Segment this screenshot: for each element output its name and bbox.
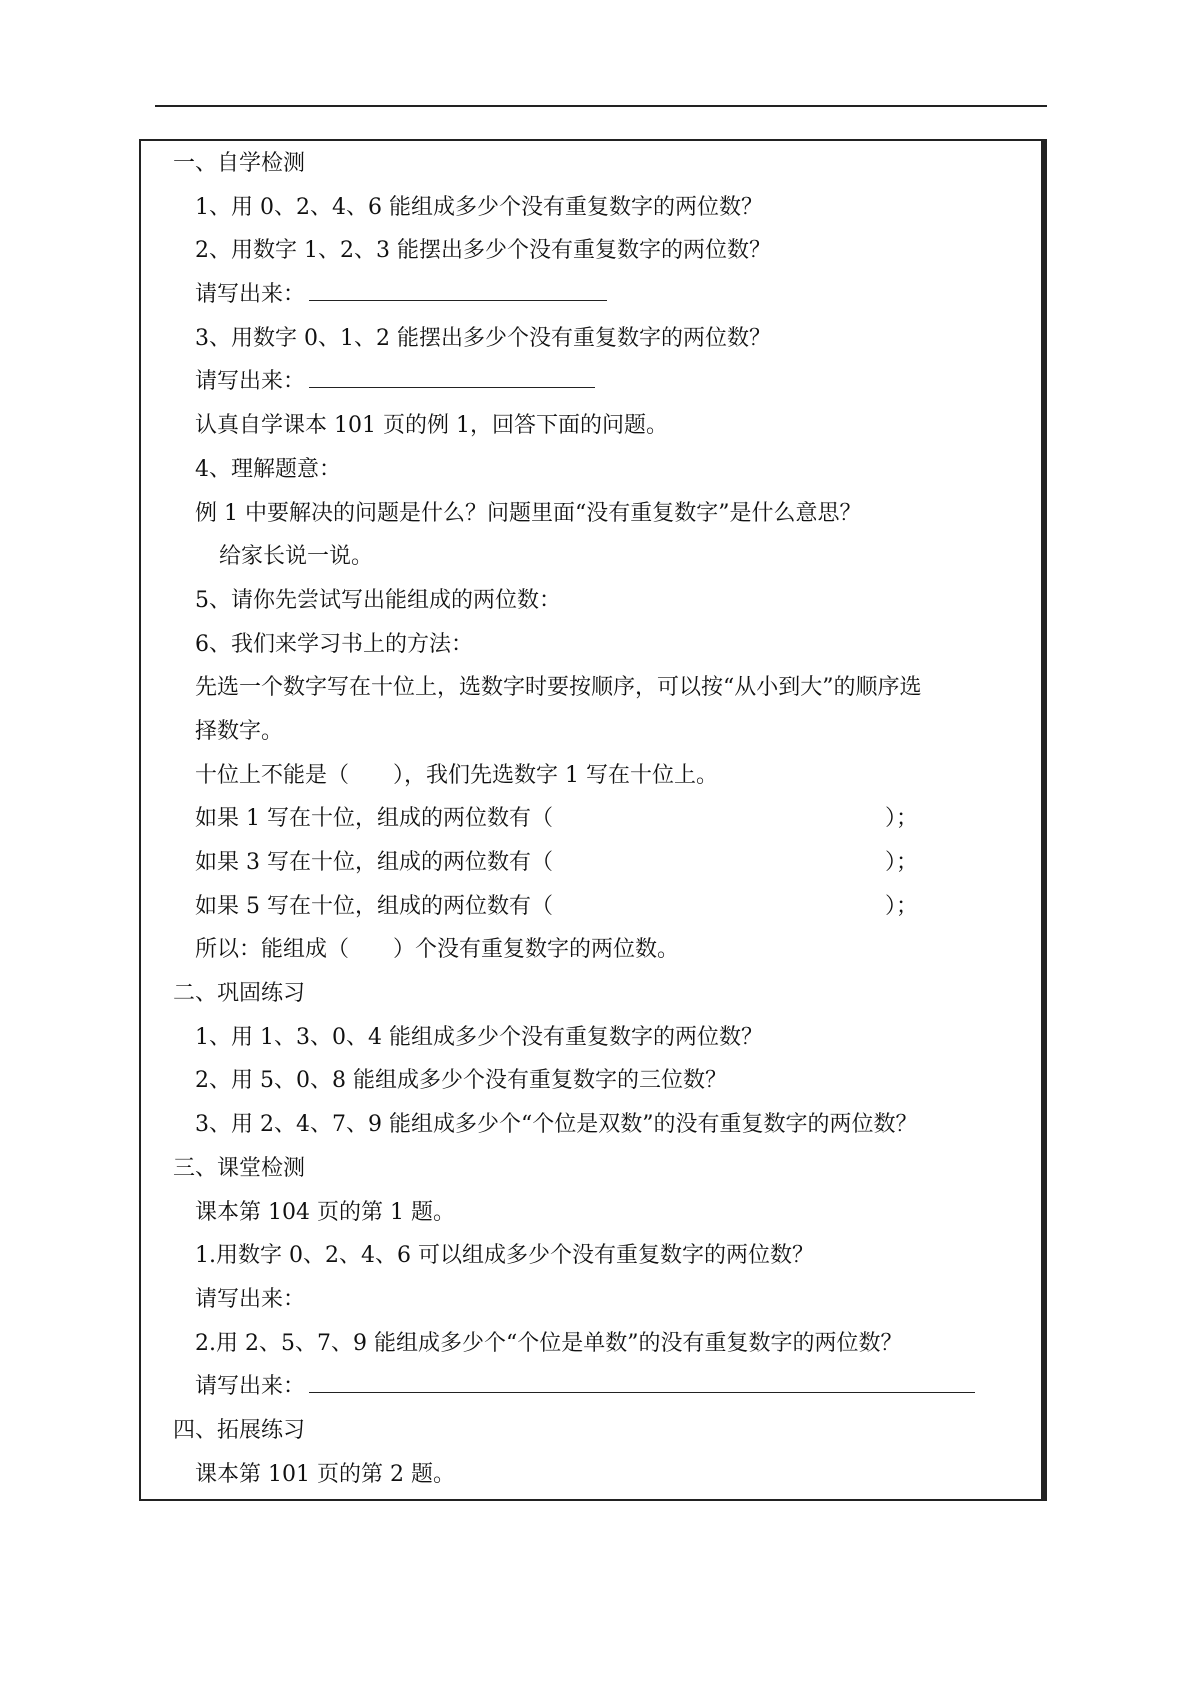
write-line-1 <box>173 273 1043 317</box>
section-title-self-study: 一、自学检测 <box>173 151 306 176</box>
header-rule <box>155 105 1047 107</box>
answer-blank[interactable] <box>309 367 595 388</box>
question-1: 1、用 0、2、4、6 能组成多少个没有重复数字的两位数？ <box>195 194 763 220</box>
question-3: 3、用数字 0、1、2 能摆出多少个没有重复数字的两位数？ <box>195 325 771 351</box>
tens-place-line: 十位上不能是（ ），我们先选数字 1 写在十位上。 <box>195 762 718 788</box>
write-label: 请写出来： <box>195 369 306 395</box>
if-5-line <box>173 885 1043 929</box>
so-line: 所以：能组成（ ）个没有重复数字的两位数。 <box>195 937 680 963</box>
class-test-reference: 课本第 104 页的第 1 题。 <box>195 1199 455 1225</box>
practice-question-3: 3、用 2、4、7、9 能组成多少个“个位是双数”的没有重复数字的两位数？ <box>195 1112 918 1138</box>
extension-reference: 课本第 101 页的第 2 题。 <box>195 1461 455 1487</box>
question-5: 5、请你先尝试写出能组成的两位数： <box>195 587 561 613</box>
section-title-practice: 二、巩固练习 <box>173 981 306 1007</box>
question-2: 2、用数字 1、2、3 能摆出多少个没有重复数字的两位数？ <box>195 238 771 264</box>
if-3-text: 如果 3 写在十位，组成的两位数有（ <box>195 850 553 875</box>
if-5-text: 如果 5 写在十位，组成的两位数有（ <box>195 893 553 919</box>
paren-close: ）； <box>885 850 919 875</box>
paren-close: ）； <box>885 806 919 832</box>
answer-blank[interactable] <box>309 280 607 301</box>
class-test-write-1: 请写出来： <box>195 1286 306 1312</box>
paren-close: ）； <box>885 893 919 919</box>
question-4: 4、理解题意： <box>195 456 341 482</box>
if-3-line <box>173 841 1043 885</box>
section-title-class-test: 三、课堂检测 <box>173 1155 306 1181</box>
class-test-write-2-line <box>173 1365 1043 1409</box>
class-test-question-2: 2.用 2、5、7、9 能组成多少个“个位是单数”的没有重复数字的两位数？ <box>195 1330 903 1356</box>
answer-blank[interactable] <box>309 1372 975 1393</box>
practice-question-2: 2、用 5、0、8 能组成多少个没有重复数字的三位数？ <box>195 1068 727 1094</box>
section-title-extension: 四、拓展练习 <box>173 1417 306 1443</box>
question-4-text: 例 1 中要解决的问题是什么？问题里面“没有重复数字”是什么意思？ <box>195 500 862 526</box>
write-label: 请写出来： <box>195 282 306 308</box>
if-1-text: 如果 1 写在十位，组成的两位数有（ <box>195 806 553 832</box>
class-test-question-1: 1.用数字 0、2、4、6 可以组成多少个没有重复数字的两位数？ <box>195 1243 814 1269</box>
if-1-line <box>173 797 1043 841</box>
question-6-text-1: 先选一个数字写在十位上，选数字时要按顺序，可以按“从小到大”的顺序选 <box>195 675 922 701</box>
worksheet-content <box>173 142 1043 1496</box>
question-6: 6、我们来学习书上的方法： <box>195 631 473 657</box>
question-4-tell: 给家长说一说。 <box>219 544 374 570</box>
practice-question-1: 1、用 1、3、0、4 能组成多少个没有重复数字的两位数？ <box>195 1024 763 1050</box>
write-line-2 <box>173 360 1043 404</box>
study-instruction: 认真自学课本 101 页的例 1，回答下面的问题。 <box>195 413 668 439</box>
write-label: 请写出来： <box>195 1374 306 1400</box>
question-6-text-2: 择数字。 <box>195 718 284 744</box>
